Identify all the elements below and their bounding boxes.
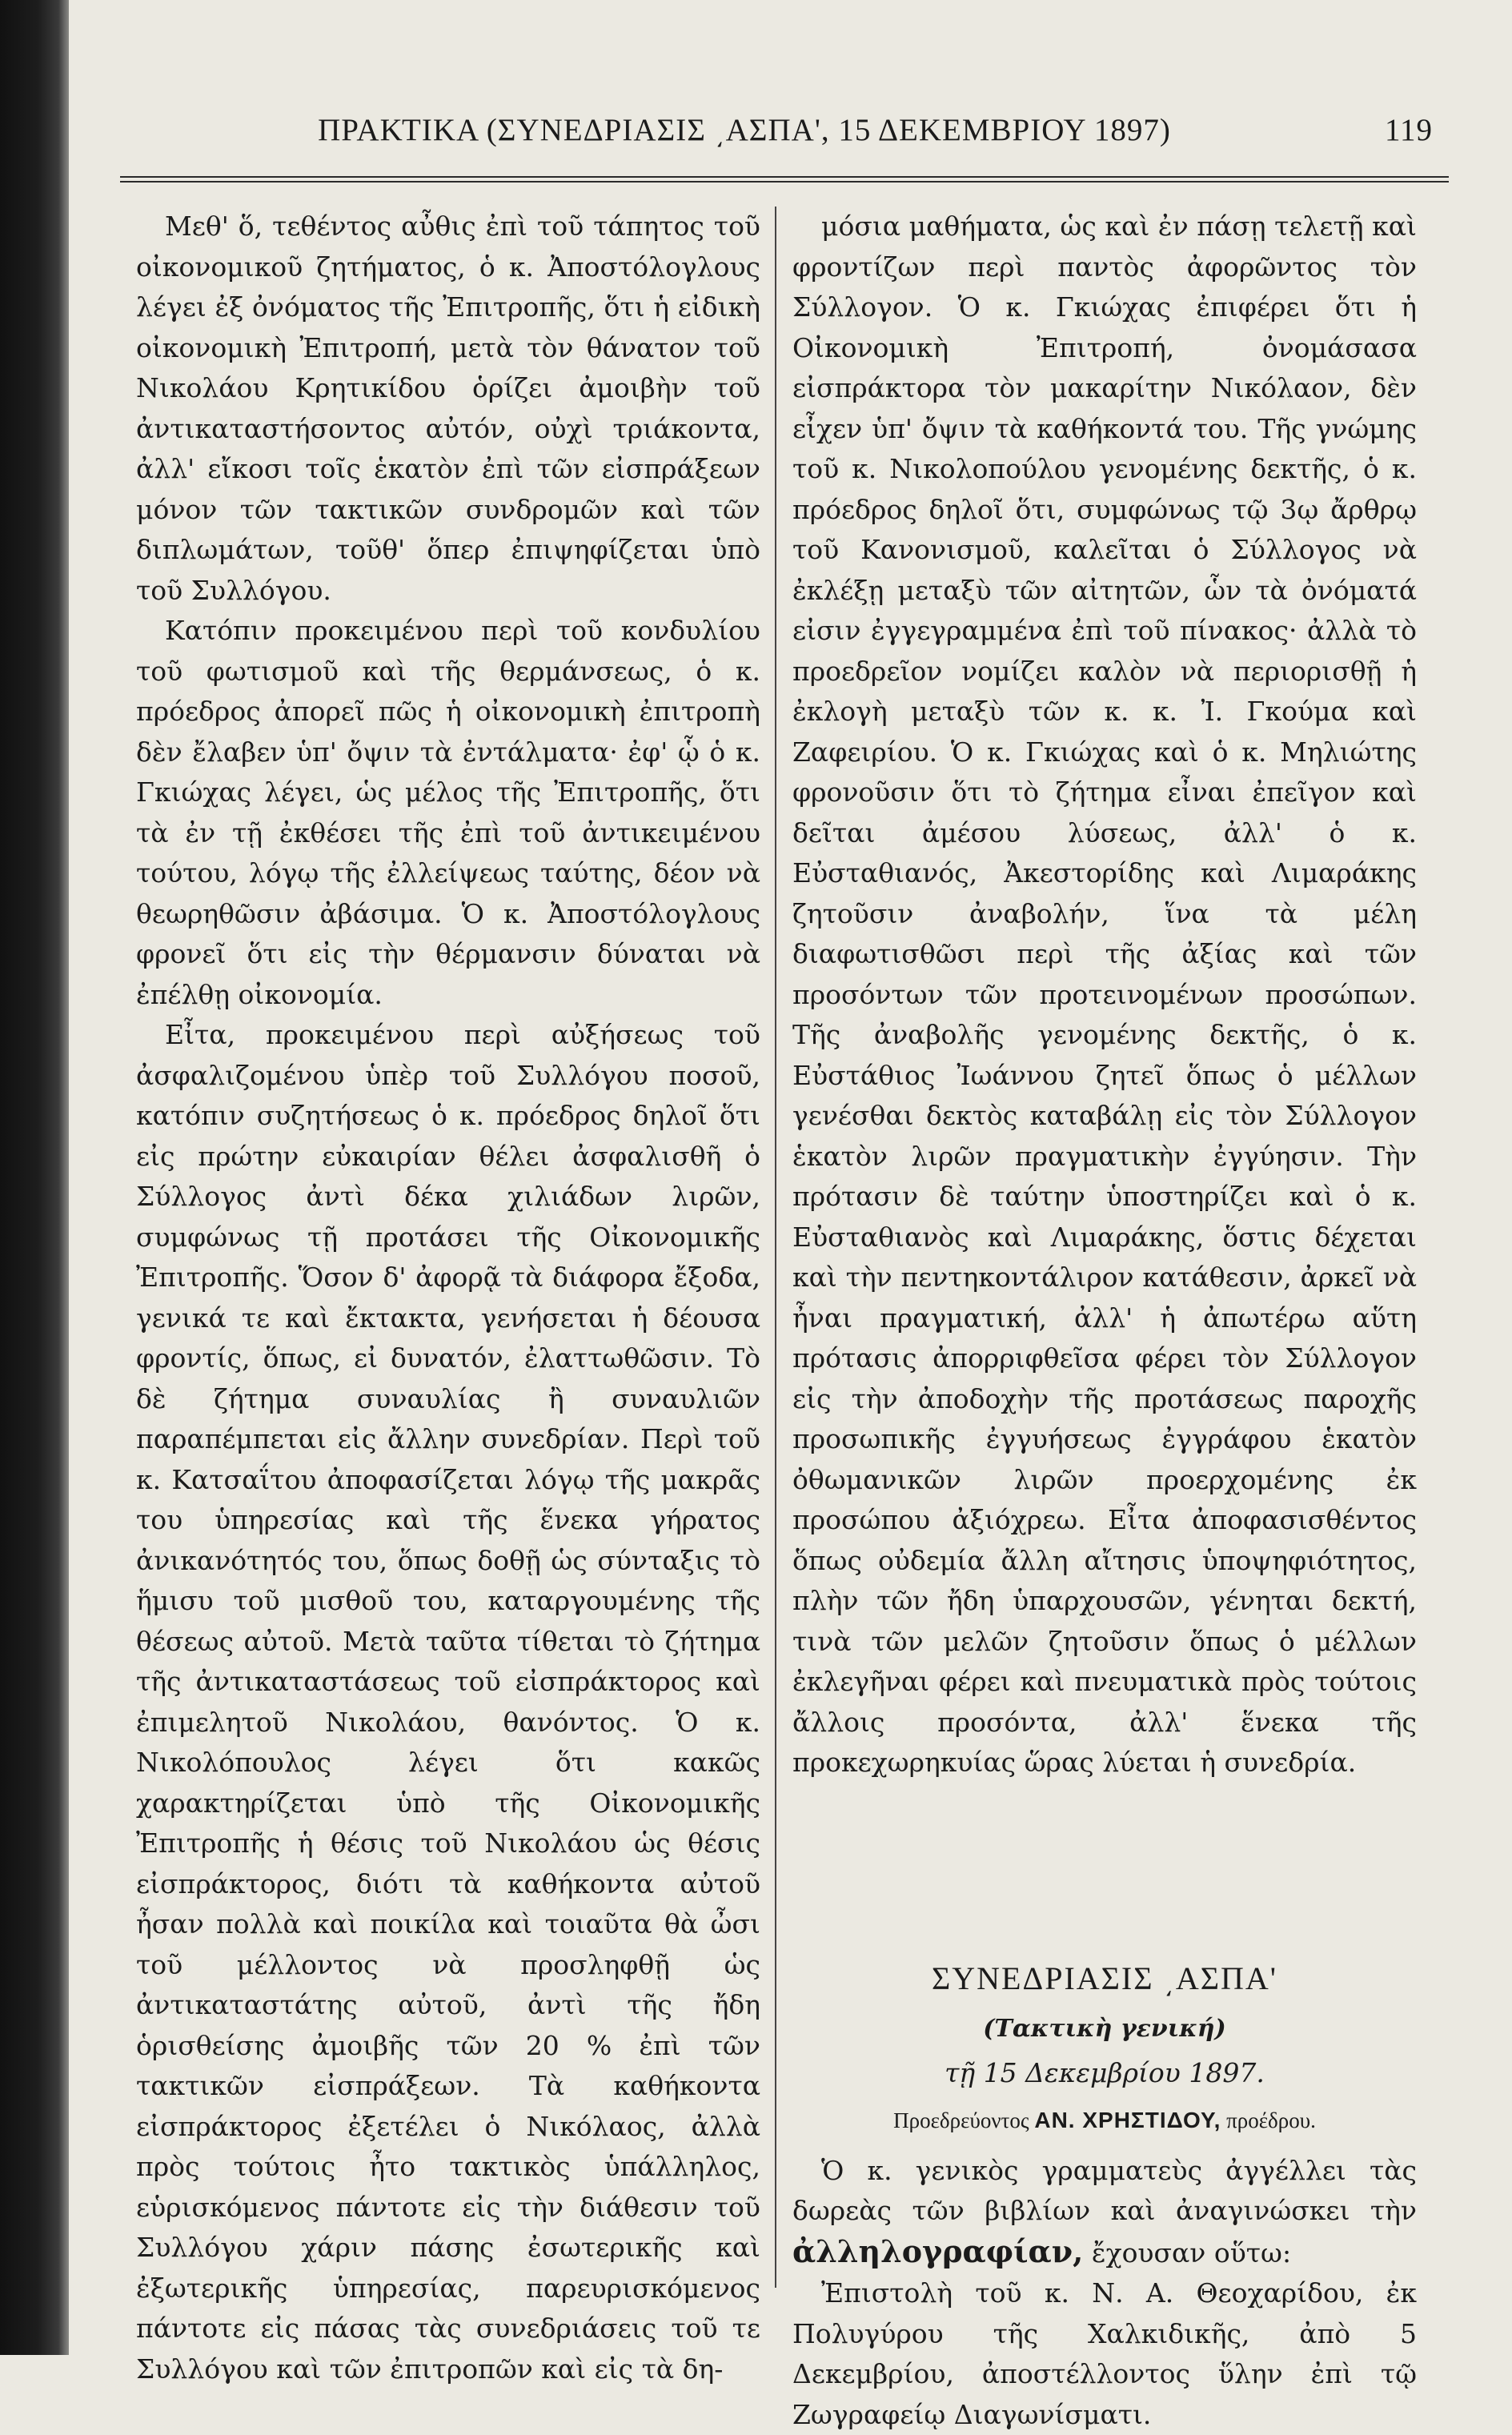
right-column: [792, 207, 1417, 2430]
left-column: [136, 207, 760, 2385]
session-title: ΣΥΝΕΔΡΙΑΣΙΣ ͵ΑΣΠΑ': [931, 1960, 1277, 1996]
paragraph: μόσια μαθήματα, ὡς καὶ ἐν πάσῃ τελετῇ καὶ φροντίζων περὶ παντὸς ἀφορῶντος τὸν Σύλλογον. Ὁ κ. Γκιώχας ἐπιφέρει ὅτι ἡ Οἰκονομικὴ Ἐπιτροπή, ὀνομάσασα εἰσπράκτορα τὸν μακαρίτην Νικόλαον, δὲν εἶχεν ὑπ' ὄψιν τὰ καθήκοντά του. Τῆς γνώμης τοῦ κ. Νικολοπούλου γενομένης δεκτῆς, ὁ κ. πρόεδρος δηλοῖ ὅτι, συμφώνως τῷ 3ῳ ἄρθρῳ τοῦ Κανονισμοῦ, καλεῖται ὁ Σύλλογος νὰ ἐκλέξῃ μεταξὺ τῶν αἰτητῶν, ὧν τὰ ὀνόματά εἰσιν ἐγγεγραμμένα ἐπὶ τοῦ πίνακος· ἀλλὰ τὸ προεδρεῖον νομίζει καλὸν νὰ περιορισθῇ ἡ ἐκλογὴ μεταξὺ τῶν κ. κ. Ἰ. Γκούμα καὶ Ζαφειρίου. Ὁ κ. Γκιώχας καὶ ὁ κ. Μηλιώτης φρονοῦσιν ὅτι τὸ ζήτημα εἶναι ἐπεῖγον καὶ δεῖται ἀμέσου λύσεως, ἀλλ' ὁ κ. Εὐσταθιανός, Ἀκεστορίδης καὶ Λιμαράκης ζητοῦσιν ἀναβολήν, ἵνα τὰ μέλη διαφωτισθῶσι περὶ τῆς ἀξίας καὶ τῶν προσόντων τῶν προτεινομένων προσώπων. Τῆς ἀναβολῆς γενομένης δεκτῆς, ὁ κ. Εὐστάθιος Ἰωάννου ζητεῖ ὅπως ὁ μέλλων γενέσθαι δεκτὸς καταβάλῃ εἰς τὸν Σύλλογον ἑκατὸν λιρῶν πραγματικὴν ἐγγύησιν. Τὴν πρότασιν δὲ ταύτην ὑποστηρίζει καὶ ὁ κ. Εὐσταθιανὸς καὶ Λιμαράκης, ὅστις δέχεται καὶ τὴν πεντηκοντάλιρον κατάθεσιν, ἀρκεῖ νὰ ἦναι πραγματική, ἀλλ' ἡ ἀπωτέρω αὕτη πρότασις ἀπορριφθεῖσα φέρει τὸν Σύλλογον εἰς τὴν ἀποδοχὴν τῆς προτάσεως παροχῆς προσωπικῆς ἐγγυήσεως ἐγγράφου ἑκατὸν ὀθωμανικῶν λιρῶν προερχομένης ἐκ προσώπου ἀξιόχρεω. Εἶτα ἀποφασισθέντος ὅπως οὐδεμία ἄλλη αἴτησις ὑποψηφιότητος, πλὴν τῶν ἤδη ὑπαρχουσῶν, γένηται δεκτή, τινὰ τῶν μελῶν ζητοῦσιν ὅπως ὁ μέλλων ἐκλεγῆναι φέρει καὶ πνευματικὰ πρὸς τούτοις ἄλλοις προσόντα, ἀλλ' ἕνεκα τῆς προκεχωρηκυίας ὥρας λύεται ἡ συνεδρία.: [792, 211, 1417, 1778]
session-date: τῇ 15 Δεκεμβρίου 1897.: [944, 2056, 1265, 2088]
paragraph: Εἶτα, προκειμένου περὶ αὐξήσεως τοῦ ἀσφαλιζομένου ὑπὲρ τοῦ Συλλόγου ποσοῦ, κατόπιν συζητήσεως ὁ κ. πρόεδρος δηλοῖ ὅτι εἰς πρώτην εὐκαιρίαν θέλει ἀσφαλισθῆ ὁ Σύλλογος ἀντὶ δέκα χιλιάδων λιρῶν, συμφώνως τῇ προτάσει τῆς Οἰκονομικῆς Ἐπιτροπῆς. Ὅσον δ' ἀφορᾷ τὰ διάφορα ἔξοδα, γενικά τε καὶ ἔκτακτα, γενήσεται ἡ δέουσα φροντίς, ὅπως, εἰ δυνατόν, ἐλαττωθῶσιν. Τὸ δὲ ζήτημα συναυλίας ἢ συναυλιῶν παραπέμπεται εἰς ἄλλην συνεδρίαν. Περὶ τοῦ κ. Κατσαΐτου ἀποφασίζεται λόγῳ τῆς μακρᾶς του ὑπηρεσίας καὶ τῆς ἕνεκα γήρατος ἀνικανότητός του, ὅπως δοθῇ ὡς σύνταξις τὸ ἥμισυ τοῦ μισθοῦ του, καταργουμένης τῆς θέσεως αὐτοῦ. Μετὰ ταῦτα τίθεται τὸ ζήτημα τῆς ἀντικαταστάσεως τοῦ εἰσπράκτορος καὶ ἐπιμελητοῦ Νικολάου, θανόντος. Ὁ κ. Νικολόπουλος λέγει ὅτι κακῶς χαρακτηρίζεται ὑπὸ τῆς Οἰκονομικῆς Ἐπιτροπῆς ἡ θέσις τοῦ Νικολάου ὡς θέσις εἰσπράκτορος, διότι τὰ καθήκοντα αὐτοῦ ἦσαν πολλὰ καὶ ποικίλα καὶ τοιαῦτα θὰ ὦσι τοῦ μέλλοντος νὰ προσληφθῇ ὡς ἀντικαταστάτης αὐτοῦ, ἀντὶ τῆς ἤδη ὁρισθείσης ἀμοιβῆς τῶν 20 % ἐπὶ τῶν τακτικῶν εἰσπράξεων. Τὰ καθήκοντα εἰσπράκτορος ἐξετέλει ὁ Νικόλαος, ἀλλὰ πρὸς τούτοις ἦτο τακτικὸς ὑπάλληλος, εὑρισκόμενος πάντοτε εἰς τὴν διάθεσιν τοῦ Συλλόγου χάριν πάσης ἐσωτερικῆς καὶ ἐξωτερικῆς ὑπηρεσίας, παρευρισκόμενος πάντοτε εἰς πάσας τὰς συνεδριάσεις τοῦ τε Συλλόγου καὶ τῶν ἐπιτροπῶν καὶ εἰς τὰ δη-: [136, 1019, 760, 2385]
column-divider: [775, 207, 776, 2288]
header-rule: [120, 176, 1449, 183]
letter-paragraph: Ἐπιστολὴ τοῦ κ. Ν. Α. Θεοχαρίδου, ἐκ Πολυγύρου τῆς Χαλκιδικῆς, ἀπὸ 5 Δεκεμβρίου, ἀποστέλλοντος ὕλην ἐπὶ τῷ Ζωγραφείῳ Διαγωνίσματι.: [792, 2277, 1417, 2430]
book-binding-edge: [0, 0, 69, 2355]
paragraph: Κατόπιν προκειμένου περὶ τοῦ κονδυλίου τοῦ φωτισμοῦ καὶ τῆς θερμάνσεως, ὁ κ. πρόεδρος ἀπορεῖ πῶς ἡ οἰκονομικὴ ἐπιτροπὴ δὲν ἔλαβεν ὑπ' ὄψιν τὰ ἐντάλματα· ἐφ' ᾧ ὁ κ. Γκιώχας λέγει, ὡς μέλος τῆς Ἐπιτροπῆς, ὅτι τὰ ἐν τῇ ἐκθέσει τῆς ἐπὶ τοῦ ἀντικειμένου τούτου, λόγῳ τῆς ἐλλείψεως ταύτης, δέον νὰ θεωρηθῶσιν ἀβάσιμα. Ὁ κ. Ἀποστόλογλους φρονεῖ ὅτι εἰς τὴν θέρμανσιν δύναται νὰ ἐπέλθῃ οἰκονομία.: [136, 615, 760, 1010]
chair-name: ΑΝ. ΧΡΗΣΤΙΔΟΥ,: [1034, 2107, 1221, 2132]
section-spacer: [792, 1783, 1417, 1960]
session-chair: [792, 2108, 1417, 2133]
intro-text: Ὁ κ. γενικὸς γραμματεὺς ἀγγέλλει τὰς δωρεὰς τῶν βιβλίων καὶ ἀναγινώσκει τὴν: [792, 2154, 1417, 2226]
page-number: 119: [1384, 113, 1433, 147]
intro-paragraph: [792, 2151, 1417, 2274]
chair-prefix: Προεδρεύοντος: [893, 2108, 1029, 2132]
chair-suffix: προέδρου.: [1226, 2108, 1316, 2132]
paragraph: Μεθ' ὅ, τεθέντος αὖθις ἐπὶ τοῦ τάπητος τοῦ οἰκονομικοῦ ζητήματος, ὁ κ. Ἀποστόλογλους λέγει ἐξ ὀνόματος τῆς Ἐπιτροπῆς, ὅτι ἡ εἰδικὴ οἰκονομικὴ Ἐπιτροπή, μετὰ τὸν θάνατον τοῦ Νικολάου Κρητικίδου ὁρίζει ἀμοιβὴν τοῦ ἀντικαταστήσοντος αὐτόν, οὐχὶ τριάκοντα, ἀλλ' εἴκοσι τοῖς ἑκατὸν ἐπὶ τῶν εἰσπράξεων μόνον τῶν τακτικῶν συνδρομῶν καὶ τῶν διπλωμάτων, τοῦθ' ὅπερ ἐπιψηφίζεται ὑπὸ τοῦ Συλλόγου.: [136, 211, 760, 606]
intro-text-end: ἔχουσαν οὕτω:: [1091, 2236, 1292, 2269]
running-header: [120, 96, 1449, 170]
text-columns: [120, 207, 1449, 2430]
session-type: (Τακτικὴ γενική): [983, 2014, 1226, 2043]
document-page: [120, 96, 1449, 2430]
running-title: ΠΡΑΚΤΙΚΑ (ΣΥΝΕΔΡΙΑΣΙΣ ͵ΑΣΠΑ', 15 ΔΕΚΕΜΒΡΙΟΥ 1897): [318, 113, 1171, 147]
intro-bold-word: ἀλληλογραφίαν,: [792, 2232, 1084, 2269]
